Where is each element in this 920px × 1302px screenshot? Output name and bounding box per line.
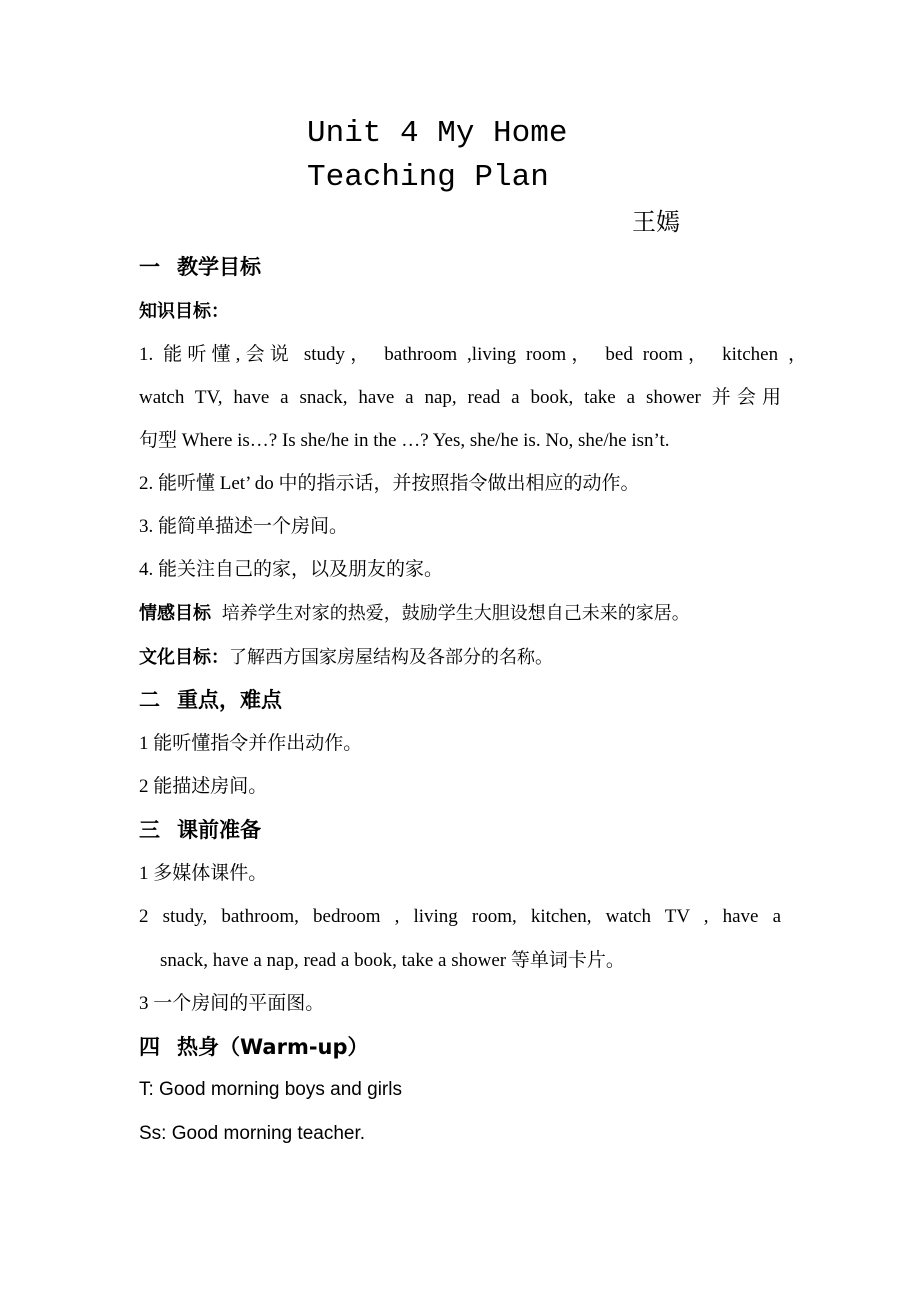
section-number: 一: [139, 255, 160, 279]
section-title: 教学目标: [177, 255, 261, 279]
culture-objective-label: 文化目标：: [139, 647, 229, 668]
emotion-objective-label: 情感目标: [139, 603, 211, 624]
section-number: 二: [139, 688, 160, 712]
preparation-item-1: 1 多媒体课件。: [139, 863, 268, 884]
objective-item-1-patterns: 句型 Where is…? Is she/he in the …? Yes, she/he is. No, she/he isn’t.: [139, 430, 670, 451]
key-point-2: 2 能描述房间。: [139, 776, 268, 797]
document-subtitle: Teaching Plan: [307, 160, 549, 195]
section-heading-key-points: [139, 685, 282, 715]
preparation-item-2-cont: snack, have a nap, read a book, take a shower 等单词卡片。: [160, 950, 625, 971]
objective-item-1-cont: watch TV, have a snack, have a nap, read a book, take a shower 并会用: [139, 387, 781, 408]
dialogue-line-teacher: T: Good morning boys and girls: [139, 1079, 402, 1100]
culture-objective: [139, 644, 553, 672]
section-heading-objectives: [139, 252, 261, 282]
section-heading-warm-up: [139, 1032, 369, 1062]
objective-item-4: 4. 能关注自己的家，以及朋友的家。: [139, 559, 444, 580]
objective-item-1: 1. 能听懂,会说 study， bathroom ,living room， bed room， kitchen ，: [139, 344, 807, 365]
culture-objective-text: 了解西方国家房屋结构及各部分的名称。: [229, 647, 553, 668]
section-number: 三: [139, 818, 160, 842]
emotion-objective-text: 培养学生对家的热爱，鼓励学生大胆设想自己未来的家居。: [221, 603, 690, 624]
preparation-item-2: 2 study, bathroom, bedroom , living room, kitchen, watch TV , have a: [139, 906, 781, 927]
author-name: 王嫣: [632, 208, 680, 236]
emotion-objective: [139, 600, 690, 628]
preparation-item-3: 3 一个房间的平面图。: [139, 993, 325, 1014]
section-title: 热身（Warm-up）: [177, 1035, 369, 1059]
document-title: Unit 4 My Home: [307, 116, 568, 151]
key-point-1: 1 能听懂指令并作出动作。: [139, 733, 363, 754]
objective-item-3: 3. 能简单描述一个房间。: [139, 516, 349, 537]
objective-item-2: 2. 能听懂 Let’ do 中的指示话，并按照指令做出相应的动作。: [139, 473, 640, 494]
knowledge-objectives-label: 知识目标：: [139, 301, 229, 322]
dialogue-line-students: Ss: Good morning teacher.: [139, 1123, 366, 1144]
section-number: 四: [139, 1035, 160, 1059]
section-heading-preparation: [139, 815, 261, 845]
section-title: 课前准备: [177, 818, 261, 842]
section-title: 重点，难点: [177, 688, 282, 712]
